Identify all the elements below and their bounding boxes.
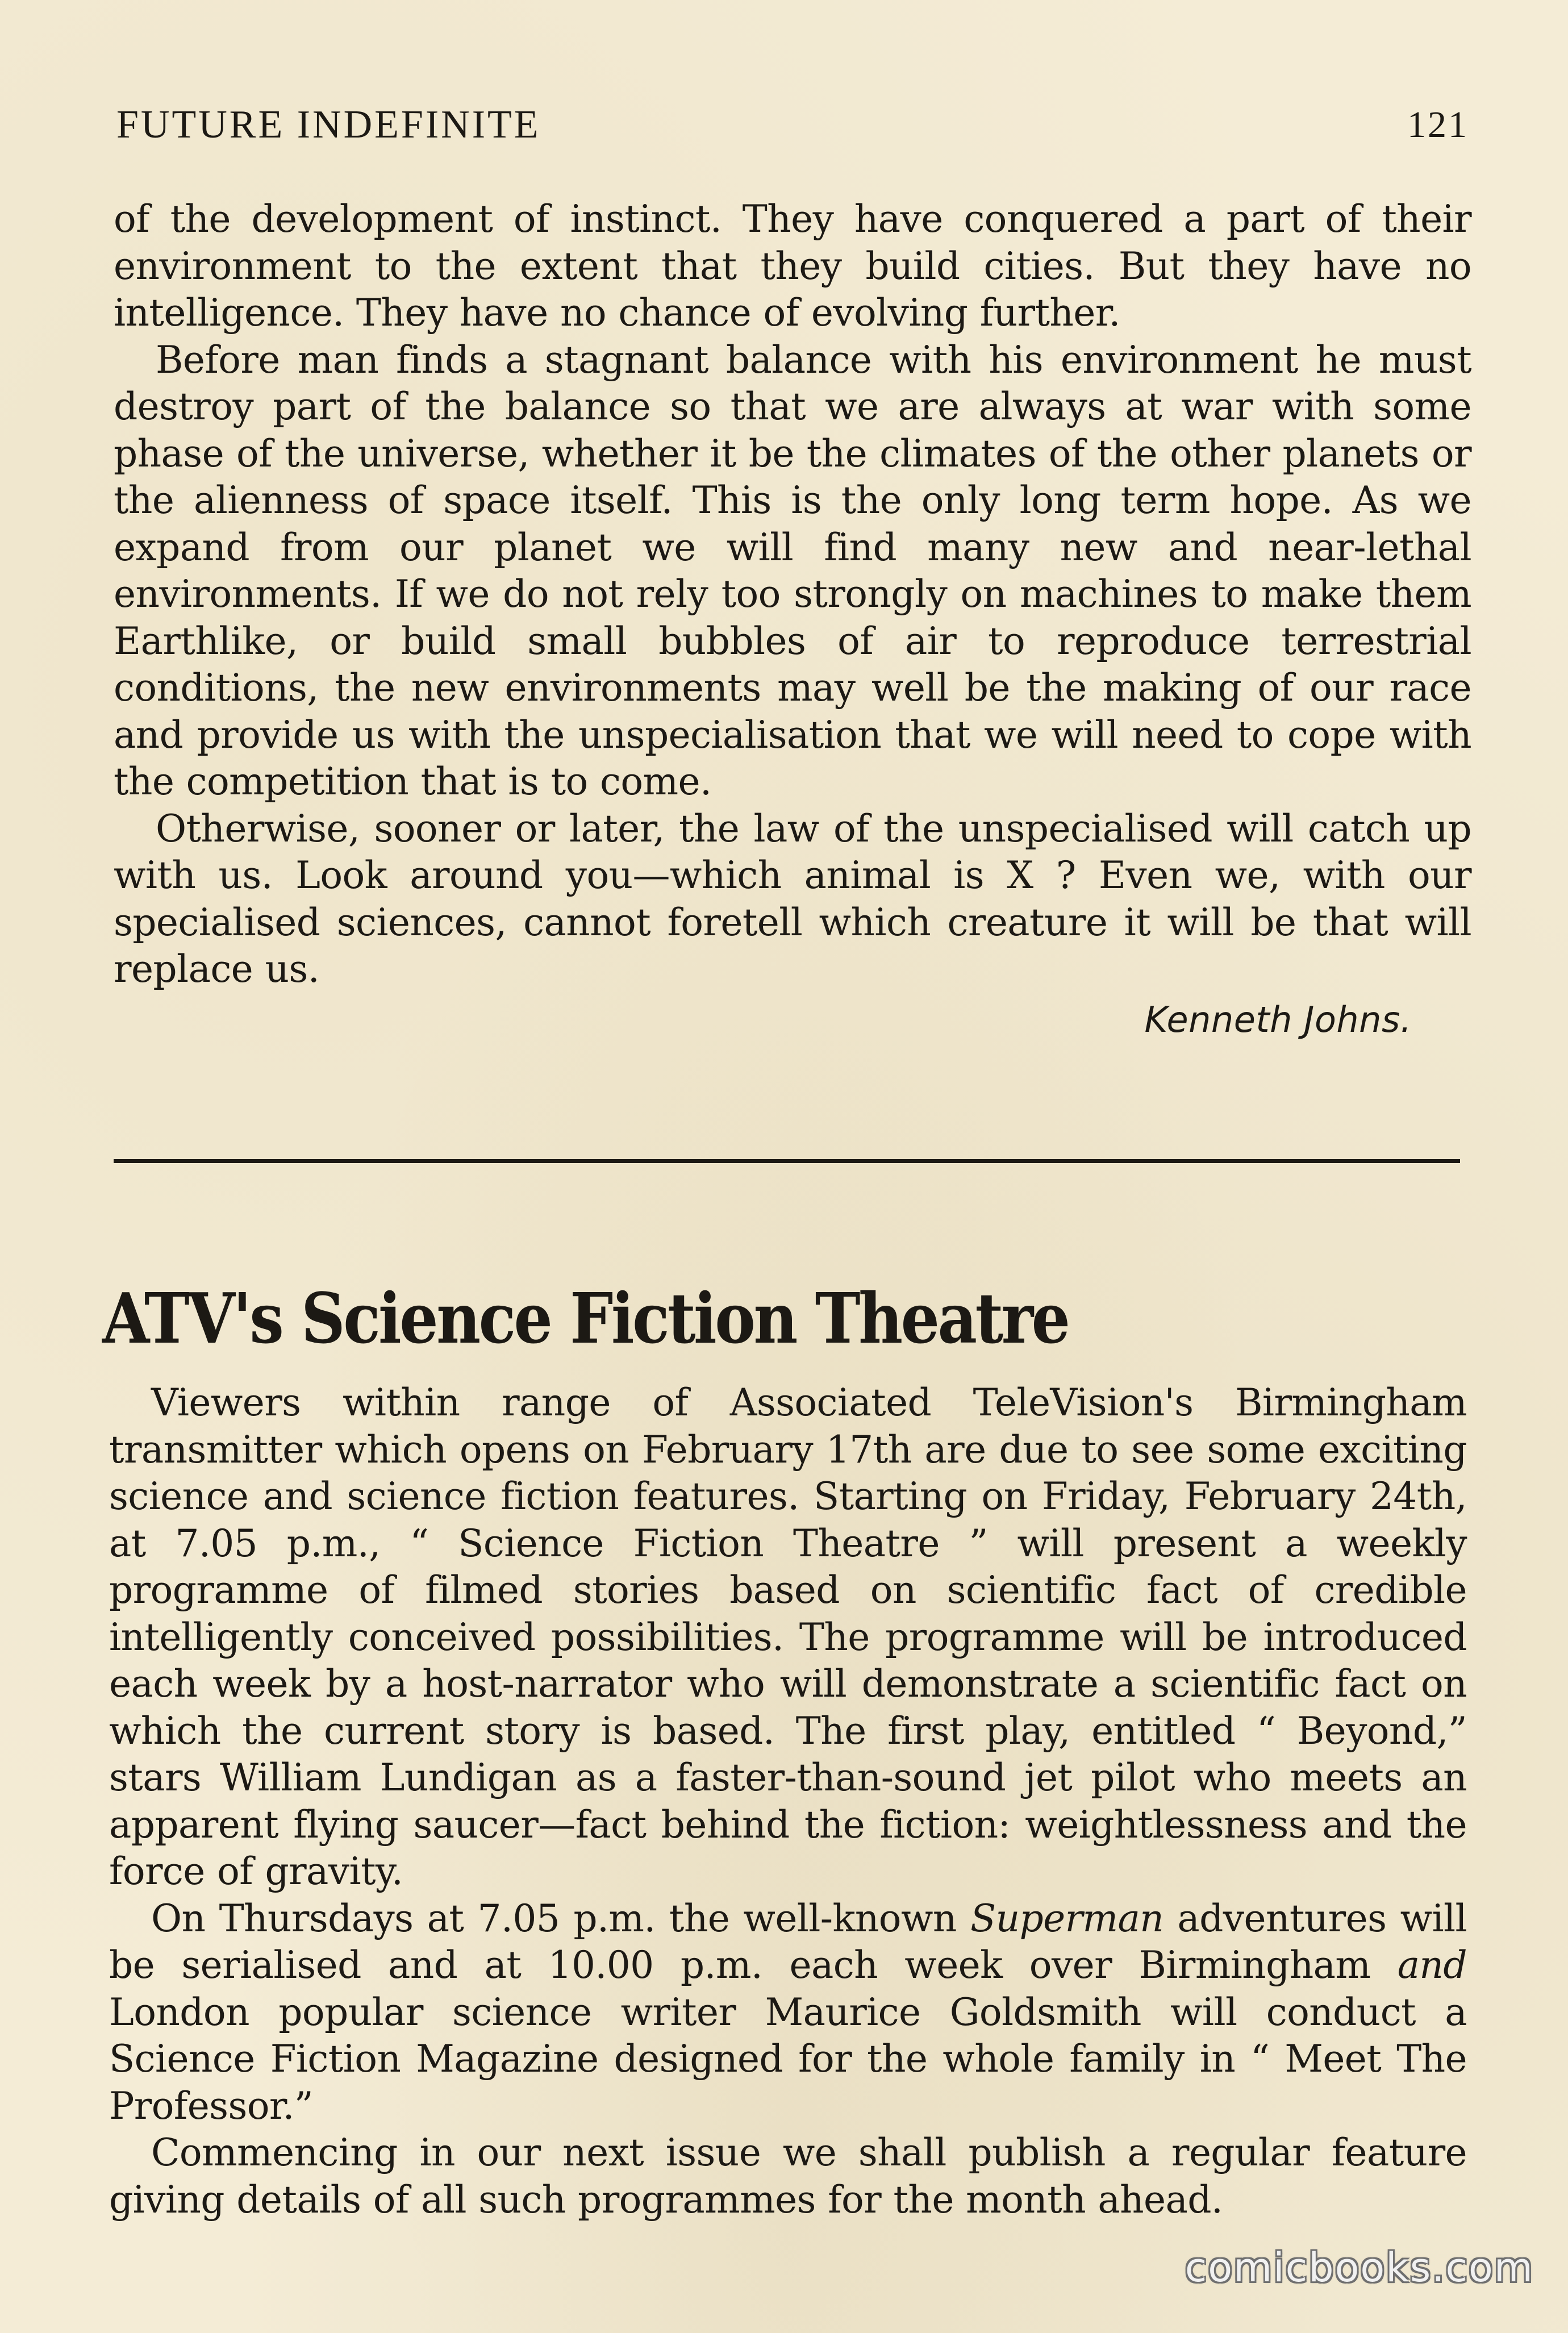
emphasis-and: and	[1397, 1943, 1467, 1987]
article2-paragraph-2-text-c: London popular science writer Maurice Goldsmith will conduct a Science Fiction Magazine designed for the whole family in “ Meet The Professor.”	[109, 1990, 1467, 2128]
article2-paragraph-2-text-a: On Thursdays at 7.05 p.m. the well-known	[151, 1896, 970, 1940]
superman-title: Superman	[970, 1896, 1164, 1940]
article1-paragraph-3: Otherwise, sooner or later, the law of the unspecialised will catch up with us. Look around you—which animal is X ? Even we, with our specialised sciences, cannot foretell which creature it will be that will replace us.	[114, 806, 1471, 991]
article2-paragraph-3: Commencing in our next issue we shall publish a regular feature giving details of all such programmes for the month ahead.	[109, 2131, 1467, 2222]
author-byline: Kenneth Johns.	[1144, 999, 1412, 1040]
source-watermark: comicbooks.com	[1185, 2244, 1534, 2291]
running-header	[116, 99, 1469, 151]
article2-headline: ATV's Science Fiction Theatre	[102, 1277, 1069, 1359]
running-title: FUTURE INDEFINITE	[116, 103, 541, 147]
article-future-indefinite	[114, 196, 1471, 993]
section-divider	[114, 1159, 1460, 1163]
article1-paragraph-2: Before man finds a stagnant balance with his environment he must destroy part of the balance so that we are always at war with some phase of the universe, whether it be the climates of the other planets or the alienness of space itself. This is the only long term hope. As we expand from our planet we will find many new and near-lethal environments. If we do not rely too strongly on machines to make them Earthlike, or build small bubbles of air to reproduce terrestrial conditions, the new environments may well be the making of our race and provide us with the unspecialisation that we will need to cope with the competition that is to come.	[114, 338, 1471, 803]
article2-paragraph-2	[109, 1895, 1467, 2130]
article-atv-science-fiction-theatre	[109, 1380, 1467, 2223]
article2-paragraph-1: Viewers within range of Associated TeleVision's Birmingham transmitter which opens on February 17th are due to see some exciting science and science fiction features. Starting on Friday, February 24th, at 7.05 p.m., “ Science Fiction Theatre ” will present a weekly programme of filmed stories based on scientific fact of credible intelligently conceived possibilities. The programme will be introduced each week by a host-narrator who will demonstrate a scientific fact on which the current story is based. The first play, entitled “ Beyond,” stars William Lundigan as a faster-than-sound jet pilot who meets an apparent flying saucer—fact behind the fiction: weightlessness and the force of gravity.	[109, 1381, 1467, 1893]
article1-paragraph-1: of the development of instinct. They have conquered a part of their environment to the extent that they build cities. But they have no intelligence. They have no chance of evolving further.	[114, 197, 1471, 335]
page-number: 121	[1407, 104, 1469, 145]
article2-paragraph-2-text-b: adventures will be serialised and at 10.00 p.m. each week over Birmingham	[109, 1896, 1467, 1987]
